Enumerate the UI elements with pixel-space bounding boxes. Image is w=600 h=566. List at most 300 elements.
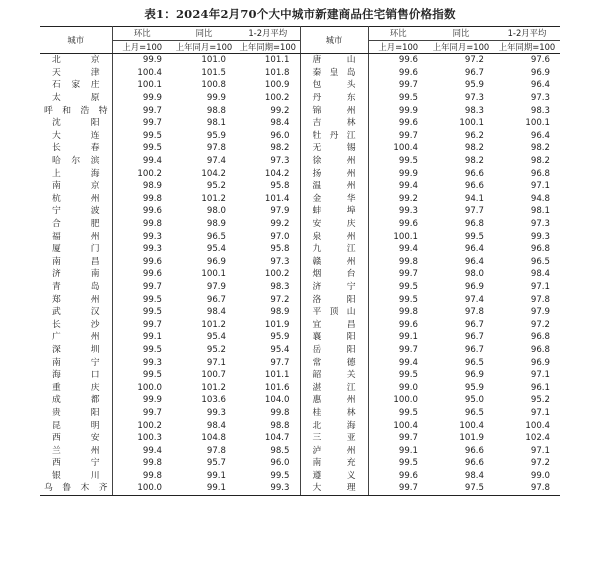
mom-value: 99.4: [398, 244, 418, 255]
mom-value: 99.4: [142, 156, 162, 167]
city-name: 哈尔滨: [40, 155, 112, 168]
avg-value: 97.2: [236, 293, 300, 306]
city-name: 上 海: [40, 168, 112, 181]
table-body: [40, 54, 560, 496]
yoy-value: 97.4: [206, 156, 226, 167]
mom-value: 99.8: [142, 193, 162, 204]
avg-value: 97.2: [530, 458, 550, 469]
mom-value: 99.5: [398, 407, 418, 418]
table-row: [40, 142, 560, 155]
city-name: 济 南: [40, 268, 112, 281]
header-mom: 环比: [112, 27, 172, 41]
avg-value: 97.8: [494, 482, 560, 495]
yoy-value: 96.6: [464, 445, 484, 456]
mom-value: 99.5: [398, 93, 418, 104]
yoy-value: 96.4: [464, 244, 484, 255]
mom-value: 99.6: [142, 269, 162, 280]
yoy-value: 98.4: [206, 307, 226, 318]
mom-value: 100.2: [137, 420, 162, 431]
yoy-value: 101.2: [201, 382, 226, 393]
table-row: [40, 369, 560, 382]
city-name: 九 江: [300, 243, 368, 256]
mom-value: 99.6: [142, 206, 162, 217]
table-row: [40, 306, 560, 319]
avg-value: 100.2: [236, 268, 300, 281]
city-name: 锦 州: [300, 105, 368, 118]
city-name: 福 州: [40, 231, 112, 244]
yoy-value: 98.2: [464, 143, 484, 154]
header-avg: 1-2月平均: [494, 27, 560, 41]
yoy-value: 98.4: [206, 420, 226, 431]
city-name: 北 京: [40, 54, 112, 67]
header-avg-base: 上年同期=100: [494, 40, 560, 54]
header-avg-base: 上年同期=100: [236, 40, 300, 54]
avg-value: 96.8: [530, 332, 550, 343]
avg-value: 100.4: [525, 420, 550, 431]
yoy-value: 104.8: [201, 433, 226, 444]
yoy-value: 100.1: [459, 118, 484, 129]
mom-value: 99.6: [398, 470, 418, 481]
mom-value: 100.1: [137, 80, 162, 91]
mom-value: 99.9: [142, 55, 162, 66]
city-name: 青 岛: [40, 281, 112, 294]
city-name: 北 海: [300, 419, 368, 432]
avg-value: 104.2: [236, 168, 300, 181]
mom-value: 99.5: [398, 458, 418, 469]
yoy-value: 96.9: [464, 281, 484, 292]
city-name: 三 亚: [300, 432, 368, 445]
mom-value: 99.6: [398, 55, 418, 66]
avg-value: 101.6: [236, 382, 300, 395]
city-name: 宜 昌: [300, 319, 368, 332]
yoy-value: 97.7: [464, 206, 484, 217]
mom-value: 99.5: [398, 281, 418, 292]
city-name: 安 庆: [300, 218, 368, 231]
city-name: 天 津: [40, 67, 112, 80]
city-name: 唐 山: [300, 54, 368, 67]
mom-value: 99.5: [142, 370, 162, 381]
yoy-value: 96.7: [464, 67, 484, 78]
table-row: [40, 92, 560, 105]
city-name: 扬 州: [300, 168, 368, 181]
yoy-value: 98.9: [206, 219, 226, 229]
yoy-value: 96.5: [464, 357, 484, 368]
mom-value: 99.4: [398, 181, 418, 192]
avg-value: 95.9: [236, 331, 300, 344]
mom-value: 99.9: [142, 93, 162, 104]
mom-value: 100.4: [393, 143, 418, 154]
city-name: 南 充: [300, 457, 368, 470]
table-row: [40, 155, 560, 168]
avg-value: 98.2: [236, 142, 300, 155]
mom-value: 100.0: [112, 482, 172, 495]
avg-value: 100.2: [236, 92, 300, 105]
mom-value: 99.7: [398, 344, 418, 355]
avg-value: 101.1: [236, 54, 300, 67]
mom-value: 99.9: [142, 395, 162, 406]
city-name: 赣 州: [300, 256, 368, 269]
yoy-value: 96.4: [464, 256, 484, 267]
mom-value: 99.8: [398, 256, 418, 267]
yoy-value: 97.8: [206, 143, 226, 154]
avg-value: 96.0: [236, 457, 300, 470]
city-name: 长 春: [40, 142, 112, 155]
avg-value: 97.1: [530, 281, 550, 292]
avg-value: 100.1: [525, 118, 550, 129]
header-yoy-base: 上年同月=100: [172, 40, 236, 54]
city-name: 大 理: [300, 482, 368, 495]
yoy-value: 96.7: [206, 294, 226, 305]
city-name: 广 州: [40, 331, 112, 344]
mom-value: 99.7: [142, 281, 162, 292]
avg-value: 97.0: [236, 231, 300, 244]
mom-value: 99.4: [142, 445, 162, 456]
table-row: [40, 54, 560, 67]
table-row: [40, 205, 560, 218]
yoy-value: 98.2: [464, 156, 484, 167]
table-row: [40, 256, 560, 269]
table-row: [40, 281, 560, 294]
mom-value: 99.5: [142, 294, 162, 305]
city-name: 烟 台: [300, 268, 368, 281]
mom-value: 99.4: [398, 357, 418, 368]
yoy-value: 94.1: [464, 193, 484, 204]
city-name: 金 华: [300, 193, 368, 206]
avg-value: 96.8: [530, 244, 550, 255]
avg-value: 99.0: [530, 470, 550, 481]
yoy-value: 96.7: [464, 319, 484, 330]
yoy-value: 96.6: [464, 181, 484, 192]
mom-value: 100.0: [393, 395, 418, 406]
mom-value: 99.7: [368, 482, 428, 495]
yoy-value: 96.9: [206, 256, 226, 267]
header-city: 城市: [40, 27, 112, 54]
city-name: 秦皇岛: [300, 67, 368, 80]
yoy-value: 96.5: [464, 407, 484, 418]
yoy-value: 96.6: [464, 168, 484, 179]
city-name: 昆 明: [40, 419, 112, 432]
avg-value: 96.9: [530, 357, 550, 368]
avg-value: 97.1: [530, 407, 550, 418]
mom-value: 99.9: [398, 168, 418, 179]
yoy-value: 96.6: [464, 458, 484, 469]
avg-value: 99.2: [236, 218, 300, 231]
city-name: 厦 门: [40, 243, 112, 256]
yoy-value: 96.9: [464, 370, 484, 381]
avg-value: 97.3: [530, 93, 550, 104]
city-name: 惠 州: [300, 394, 368, 407]
city-name: 湛 江: [300, 382, 368, 395]
city-name: 深 圳: [40, 344, 112, 357]
city-name: 乌鲁木齐: [40, 482, 112, 495]
table-row: [40, 105, 560, 118]
city-name: 宁 波: [40, 205, 112, 218]
avg-value: 98.1: [530, 206, 550, 217]
avg-value: 94.8: [530, 193, 550, 204]
yoy-value: 101.2: [201, 319, 226, 330]
header-mom: 环比: [368, 27, 428, 41]
avg-value: 99.2: [236, 105, 300, 118]
yoy-value: 101.2: [201, 193, 226, 204]
yoy-value: 98.8: [206, 105, 226, 116]
header-avg: 1-2月平均: [236, 27, 300, 41]
header-mom-base: 上月=100: [368, 40, 428, 54]
yoy-value: 96.7: [464, 332, 484, 343]
city-name: 海 口: [40, 369, 112, 382]
table-row: [40, 419, 560, 432]
table-row: [40, 382, 560, 395]
city-name: 牡丹江: [300, 130, 368, 143]
city-name: 呼和浩特: [40, 105, 112, 118]
mom-value: 99.1: [398, 445, 418, 456]
avg-value: 95.4: [236, 344, 300, 357]
city-name: 岳 阳: [300, 344, 368, 357]
yoy-value: 95.4: [206, 332, 226, 343]
avg-value: 96.0: [236, 130, 300, 143]
city-name: 吉 林: [300, 117, 368, 130]
yoy-value: 95.9: [206, 130, 226, 141]
mom-value: 100.4: [137, 67, 162, 78]
city-name: 太 原: [40, 92, 112, 105]
mom-value: 98.9: [142, 181, 162, 192]
avg-value: 96.8: [530, 344, 550, 355]
table-row: [40, 356, 560, 369]
table-row: [40, 319, 560, 332]
city-name: 韶 关: [300, 369, 368, 382]
avg-value: 96.1: [530, 382, 550, 393]
avg-value: 98.5: [236, 445, 300, 458]
mom-value: 100.1: [393, 231, 418, 242]
yoy-value: 97.9: [206, 281, 226, 292]
yoy-value: 101.9: [459, 433, 484, 444]
table-row: [40, 344, 560, 357]
mom-value: 100.2: [137, 168, 162, 179]
mom-value: 99.6: [398, 118, 418, 129]
avg-value: 98.3: [236, 281, 300, 294]
avg-value: 98.8: [236, 419, 300, 432]
city-name: 泸 州: [300, 445, 368, 458]
avg-value: 97.1: [530, 181, 550, 192]
table-row: [40, 407, 560, 420]
avg-value: 98.3: [530, 105, 550, 116]
yoy-value: 98.0: [464, 269, 484, 280]
mom-value: 99.7: [398, 269, 418, 280]
city-name: 丹 东: [300, 92, 368, 105]
avg-value: 97.7: [236, 356, 300, 369]
table-row: [40, 268, 560, 281]
avg-value: 101.1: [236, 369, 300, 382]
city-name: 济 宁: [300, 281, 368, 294]
yoy-value: 95.9: [464, 382, 484, 393]
city-name: 遵 义: [300, 470, 368, 483]
yoy-value: 99.1: [172, 482, 236, 495]
table-row: [40, 243, 560, 256]
table-row: [40, 218, 560, 231]
yoy-value: 96.8: [464, 219, 484, 229]
table-row: [40, 293, 560, 306]
city-name: 银 川: [40, 470, 112, 483]
avg-value: 102.4: [525, 433, 550, 444]
city-name: 南 昌: [40, 256, 112, 269]
table-row: [40, 168, 560, 181]
city-name: 西 安: [40, 432, 112, 445]
yoy-value: 95.2: [206, 344, 226, 355]
avg-value: 96.8: [530, 168, 550, 179]
city-name: 洛 阳: [300, 293, 368, 306]
avg-value: 97.3: [236, 155, 300, 168]
avg-value: 98.4: [236, 117, 300, 130]
yoy-value: 100.7: [201, 370, 226, 381]
yoy-value: 97.1: [206, 357, 226, 368]
yoy-value: 95.7: [206, 458, 226, 469]
mom-value: 99.7: [398, 130, 418, 141]
avg-value: 97.2: [530, 319, 550, 330]
table-row: [40, 432, 560, 445]
table-row: [40, 79, 560, 92]
avg-value: 96.4: [530, 130, 550, 141]
yoy-value: 99.9: [206, 93, 226, 104]
city-name: 包 头: [300, 79, 368, 92]
city-name: 常 德: [300, 356, 368, 369]
mom-value: 99.7: [142, 319, 162, 330]
city-name: 杭 州: [40, 193, 112, 206]
avg-value: 104.0: [236, 394, 300, 407]
avg-value: 98.2: [530, 156, 550, 167]
table-row: [40, 331, 560, 344]
yoy-value: 100.4: [459, 420, 484, 431]
header-yoy: 同比: [172, 27, 236, 41]
yoy-value: 95.0: [464, 395, 484, 406]
table-row: [40, 180, 560, 193]
header-mom-base: 上月=100: [112, 40, 172, 54]
mom-value: 99.7: [142, 105, 162, 116]
yoy-value: 103.6: [201, 395, 226, 406]
yoy-value: 96.2: [464, 130, 484, 141]
avg-value: 101.9: [236, 319, 300, 332]
city-name: 石家庄: [40, 79, 112, 92]
mom-value: 99.3: [142, 244, 162, 255]
avg-value: 99.3: [236, 482, 300, 495]
header-yoy-base: 上年同月=100: [428, 40, 494, 54]
table-row: [40, 67, 560, 80]
table-row: [40, 445, 560, 458]
yoy-value: 99.1: [206, 470, 226, 481]
mom-value: 99.7: [398, 80, 418, 91]
city-name: 泉 州: [300, 231, 368, 244]
city-name: 蚌 埠: [300, 205, 368, 218]
city-name: 徐 州: [300, 155, 368, 168]
mom-value: 99.8: [142, 470, 162, 481]
yoy-value: 95.4: [206, 244, 226, 255]
avg-value: 96.4: [530, 80, 550, 91]
city-name: 无 锡: [300, 142, 368, 155]
city-name: 合 肥: [40, 218, 112, 231]
table-row: [40, 457, 560, 470]
mom-value: 99.5: [398, 156, 418, 167]
yoy-value: 101.5: [201, 67, 226, 78]
mom-value: 99.2: [398, 193, 418, 204]
city-name: 成 都: [40, 394, 112, 407]
city-name: 郑 州: [40, 293, 112, 306]
mom-value: 99.7: [142, 118, 162, 129]
avg-value: 101.8: [236, 67, 300, 80]
city-name: 西 宁: [40, 457, 112, 470]
avg-value: 95.8: [236, 180, 300, 193]
avg-value: 100.9: [236, 79, 300, 92]
table-row: [40, 117, 560, 130]
mom-value: 99.7: [398, 433, 418, 444]
mom-value: 99.8: [142, 458, 162, 469]
yoy-value: 100.8: [201, 80, 226, 91]
mom-value: 99.6: [398, 219, 418, 229]
city-name: 武 汉: [40, 306, 112, 319]
yoy-value: 97.3: [464, 93, 484, 104]
yoy-value: 96.7: [464, 344, 484, 355]
mom-value: 99.5: [398, 294, 418, 305]
table-title: 表1：2024年2月70个大中城市新建商品住宅销售价格指数: [144, 7, 456, 21]
yoy-value: 101.0: [201, 55, 226, 66]
mom-value: 99.9: [398, 105, 418, 116]
avg-value: 97.3: [530, 219, 550, 229]
yoy-value: 97.8: [206, 445, 226, 456]
table-row: [40, 470, 560, 483]
city-name: 沈 阳: [40, 117, 112, 130]
mom-value: 99.8: [142, 219, 162, 229]
mom-value: 99.5: [142, 130, 162, 141]
table-row: [40, 482, 560, 495]
yoy-value: 95.2: [206, 181, 226, 192]
avg-value: 96.5: [530, 256, 550, 267]
avg-value: 99.3: [530, 231, 550, 242]
city-name: 兰 州: [40, 445, 112, 458]
yoy-value: 98.4: [464, 470, 484, 481]
city-name: 长 沙: [40, 319, 112, 332]
avg-value: 99.8: [236, 407, 300, 420]
yoy-value: 97.5: [428, 482, 494, 495]
yoy-value: 100.1: [201, 269, 226, 280]
mom-value: 99.7: [142, 407, 162, 418]
avg-value: 97.9: [530, 307, 550, 318]
yoy-value: 98.1: [206, 118, 226, 129]
yoy-value: 99.5: [464, 231, 484, 242]
city-name: 襄 阳: [300, 331, 368, 344]
yoy-value: 96.5: [206, 231, 226, 242]
city-name: 重 庆: [40, 382, 112, 395]
mom-value: 99.1: [398, 332, 418, 343]
avg-value: 97.1: [530, 445, 550, 456]
yoy-value: 99.3: [206, 407, 226, 418]
table-row: [40, 130, 560, 143]
mom-value: 99.6: [398, 319, 418, 330]
table-row: [40, 193, 560, 206]
mom-value: 99.5: [142, 143, 162, 154]
mom-value: 99.6: [142, 256, 162, 267]
yoy-value: 98.3: [464, 105, 484, 116]
avg-value: 97.1: [530, 370, 550, 381]
mom-value: 99.3: [398, 206, 418, 217]
avg-value: 99.5: [236, 470, 300, 483]
mom-value: 99.0: [398, 382, 418, 393]
avg-value: 98.2: [530, 143, 550, 154]
mom-value: 99.8: [398, 307, 418, 318]
avg-value: 97.8: [530, 294, 550, 305]
yoy-value: 97.8: [464, 307, 484, 318]
mom-value: 99.5: [142, 344, 162, 355]
city-name: 贵 阳: [40, 407, 112, 420]
avg-value: 95.8: [236, 243, 300, 256]
mom-value: 99.3: [142, 231, 162, 242]
city-name: 南 京: [40, 180, 112, 193]
